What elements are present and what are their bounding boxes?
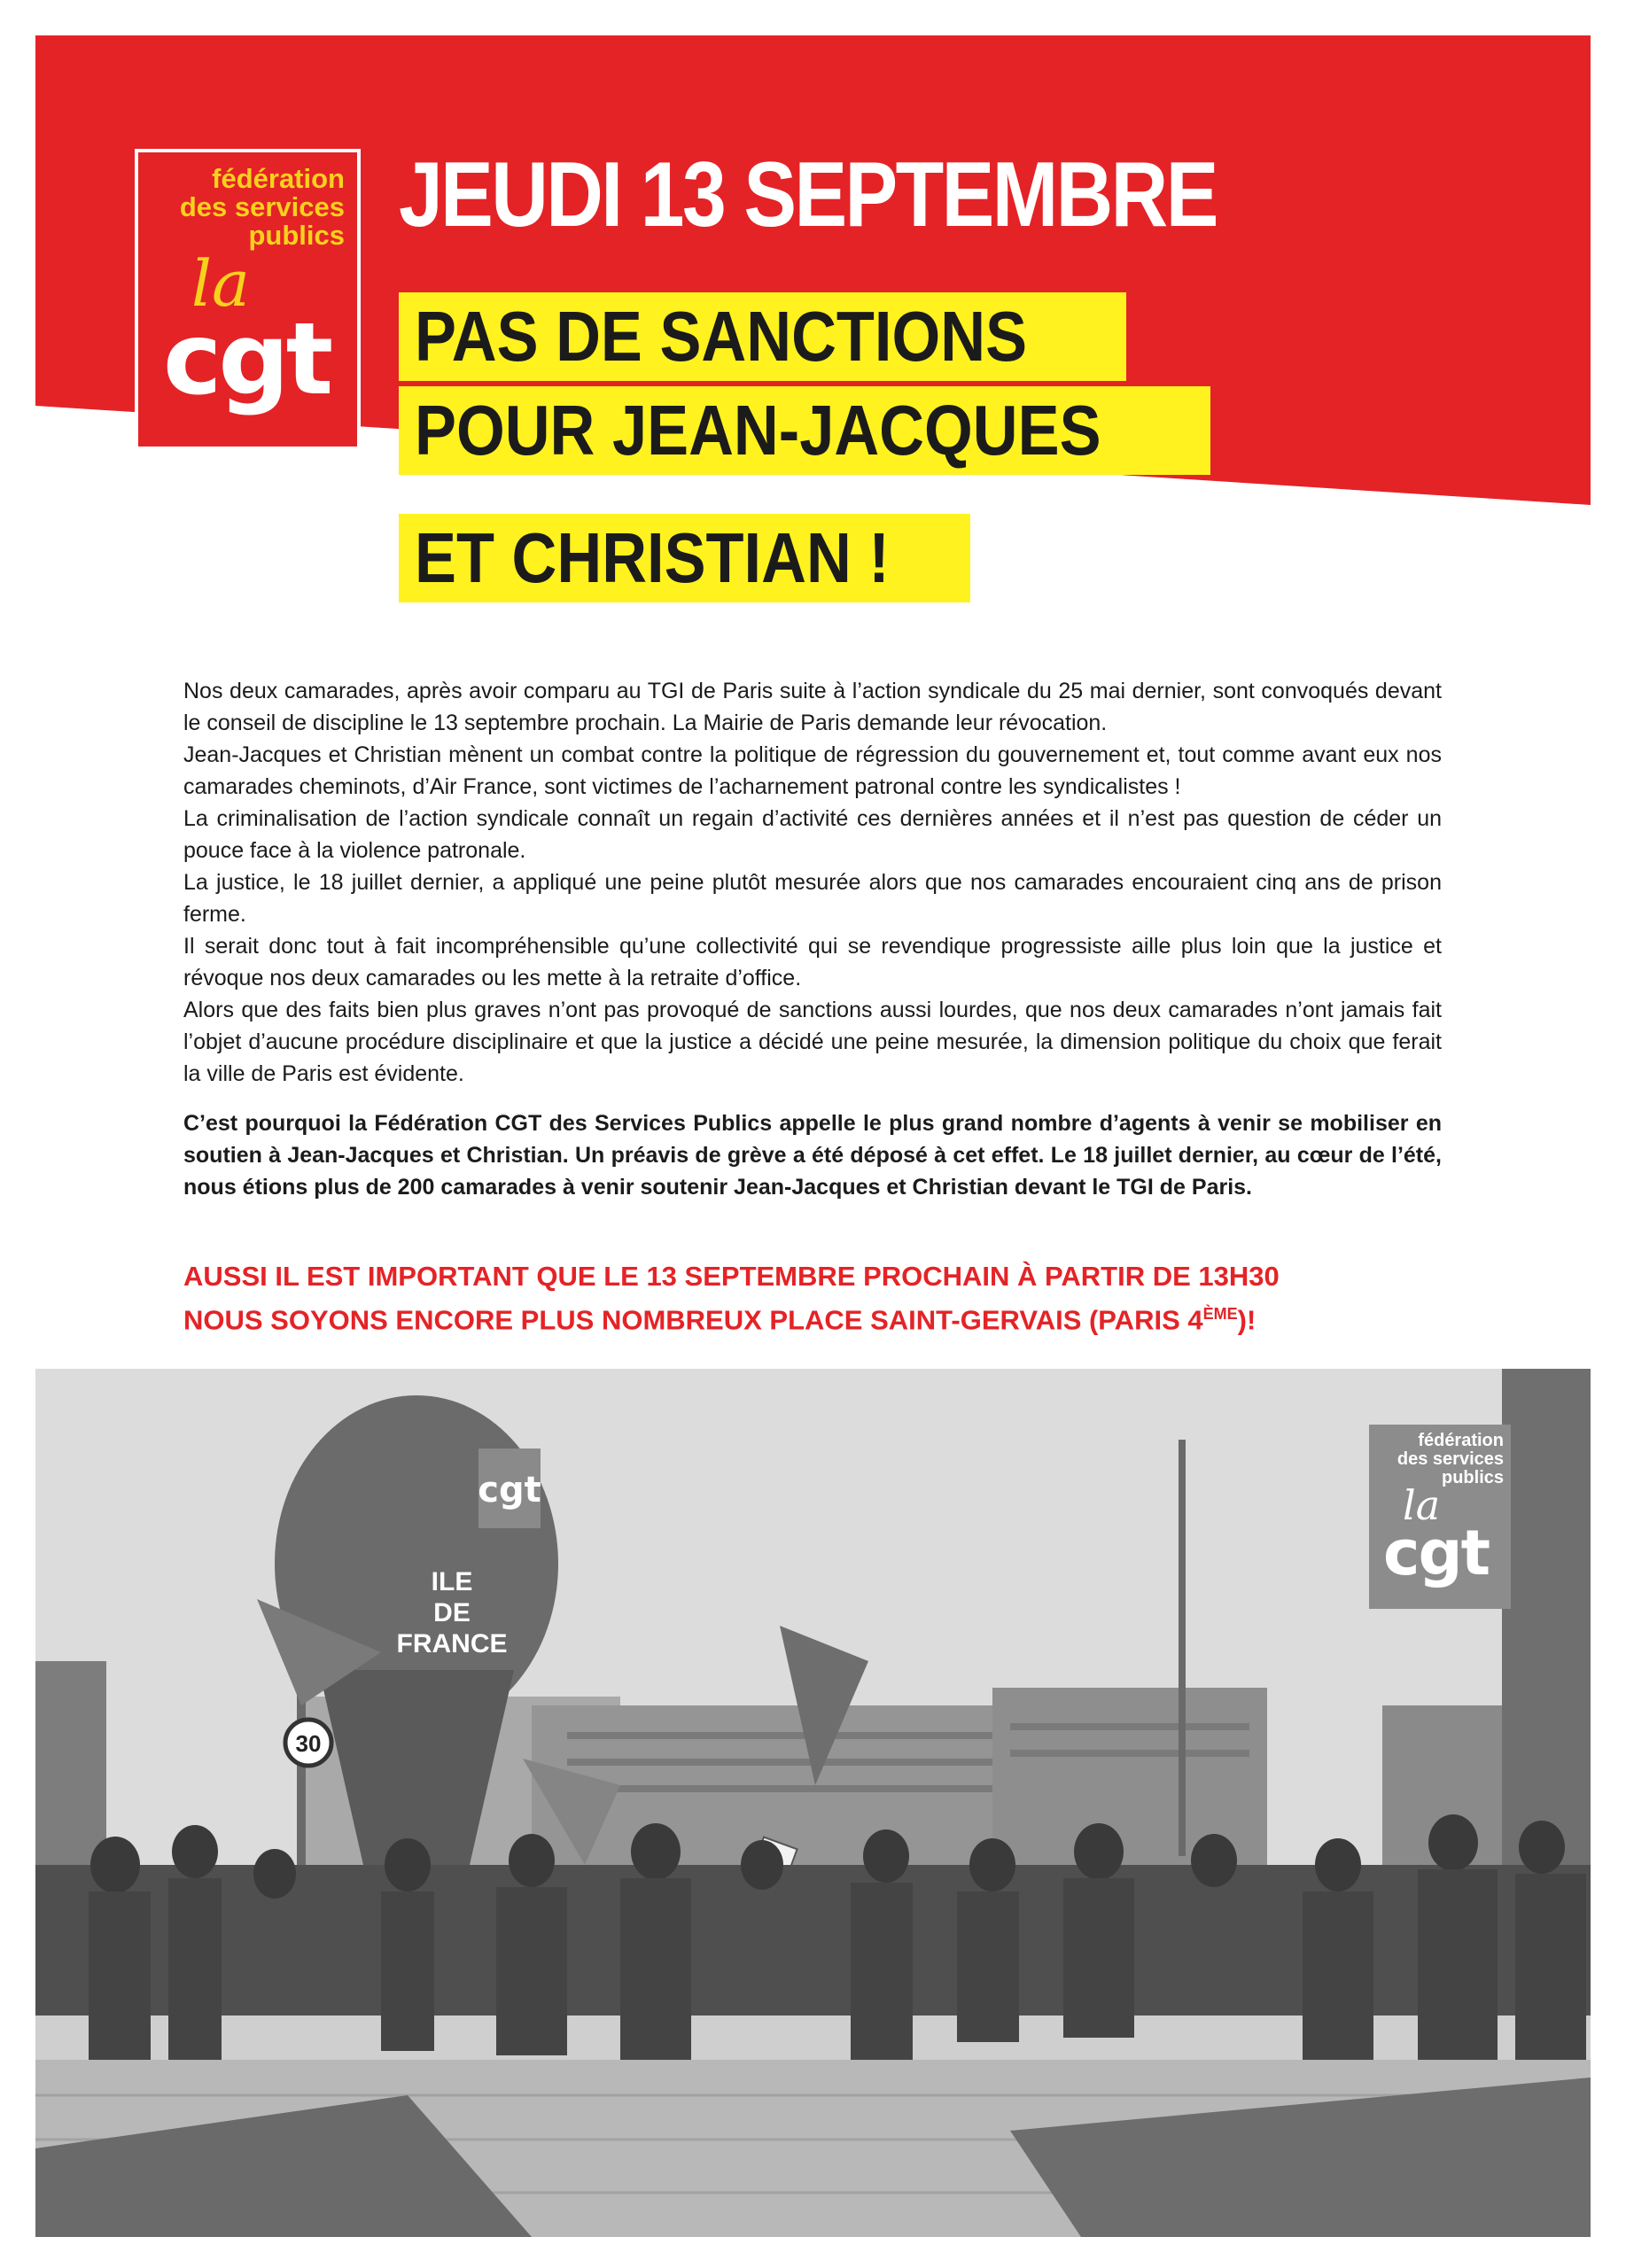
body-paragraph: La criminalisation de l’action syndicale connaît un regain d’activité ces dernières années et il n’est pas question de céder un pouce face à la violence patronale. — [183, 806, 1442, 863]
logo-brand-cgt: cgt — [163, 302, 331, 417]
headline-line-3: ET CHRISTIAN ! — [399, 514, 970, 602]
balloon-text-1: ILE — [431, 1567, 473, 1596]
logo-grey-line-services: des services — [1396, 1449, 1504, 1469]
logo-grey-line-publics: publics — [1441, 1468, 1504, 1487]
logo-grey-line-federation: fédération — [1418, 1431, 1504, 1450]
bold-paragraph: C’est pourquoi la Fédération CGT des Services Publics appelle le plus grand nombre d’agents à venir se mobiliser en soutien à Jean-Jacques et Christian. Un préavis de grève a été déposé à cet effet. Le 18 juillet dernier, au cœur de l’été, nous étions plus de 200 camarades à venir soutenir Jean-Jacques et Christian devant le TGI de Paris. — [183, 1111, 1442, 1200]
rally-photo-illustration — [35, 1369, 1591, 2237]
cgt-logo-grey — [1369, 1425, 1511, 1609]
body-paragraph: Alors que des faits bien plus graves n’ont pas provoqué de sanctions aussi lourdes, que nos deux camarades n’ont jamais fait l’objet d’aucune procédure disciplinaire et que la justice a décidé une peine mesurée, la dimension politique du choix que ferait la ville de Paris est évidente. — [183, 998, 1442, 1086]
body-paragraph: Jean-Jacques et Christian mènent un combat contre la politique de régression du gouvernement et, tout comme avant eux nos camarades cheminots, d’Air France, sont victimes de l’acharnement patronal contre les syndicalistes ! — [183, 742, 1442, 799]
body-paragraph: Il serait donc tout à fait incompréhensible qu’une collectivité qui se revendique progressiste aille plus loin que la justice et révoque nos deux camarades ou les mette à la retraite d’office. — [183, 934, 1442, 990]
balloon-text-3: FRANCE — [396, 1629, 508, 1658]
balloon-text-2: DE — [433, 1598, 471, 1627]
logo-script-la: la — [191, 246, 250, 321]
logo-line-publics: publics — [248, 220, 345, 251]
body-text — [183, 675, 1442, 1090]
body-paragraph: La justice, le 18 juillet dernier, a appliqué une peine plutôt mesurée alors que nos camarades encouraient cinq ans de prison ferme. — [183, 870, 1442, 927]
callout-superscript: ÈME — [1202, 1305, 1238, 1323]
headline-line-2: POUR JEAN-JACQUES — [399, 386, 1210, 475]
callout-line-1: AUSSI IL EST IMPORTANT QUE LE 13 SEPTEMBRE PROCHAIN À PARTIR DE 13H30 — [183, 1261, 1280, 1292]
balloon-brand: cgt — [478, 1470, 541, 1511]
cgt-logo — [135, 149, 361, 450]
logo-grey-brand-cgt: cgt — [1383, 1517, 1490, 1589]
callout — [183, 1258, 1442, 1339]
page-title: JEUDI 13 SEPTEMBRE — [399, 144, 1217, 246]
logo-line-federation: fédération — [212, 163, 345, 194]
logo-line-services: des services — [179, 191, 345, 222]
rally-photo — [35, 1369, 1591, 2237]
body-paragraph: Nos deux camarades, après avoir comparu au TGI de Paris suite à l’action syndicale du 25 mai dernier, sont convoqués devant le conseil de discipline le 13 septembre prochain. La Mairie de Paris demande leur révocation. — [183, 679, 1442, 735]
headline-line-1: PAS DE SANCTIONS — [399, 292, 1126, 381]
speed-sign: 30 — [295, 1730, 322, 1757]
callout-line-2: NOUS SOYONS ENCORE PLUS NOMBREUX PLACE SAINT-GERVAIS (PARIS 4ÈME)! — [183, 1304, 1256, 1336]
logo-grey-script-la: la — [1403, 1481, 1441, 1529]
